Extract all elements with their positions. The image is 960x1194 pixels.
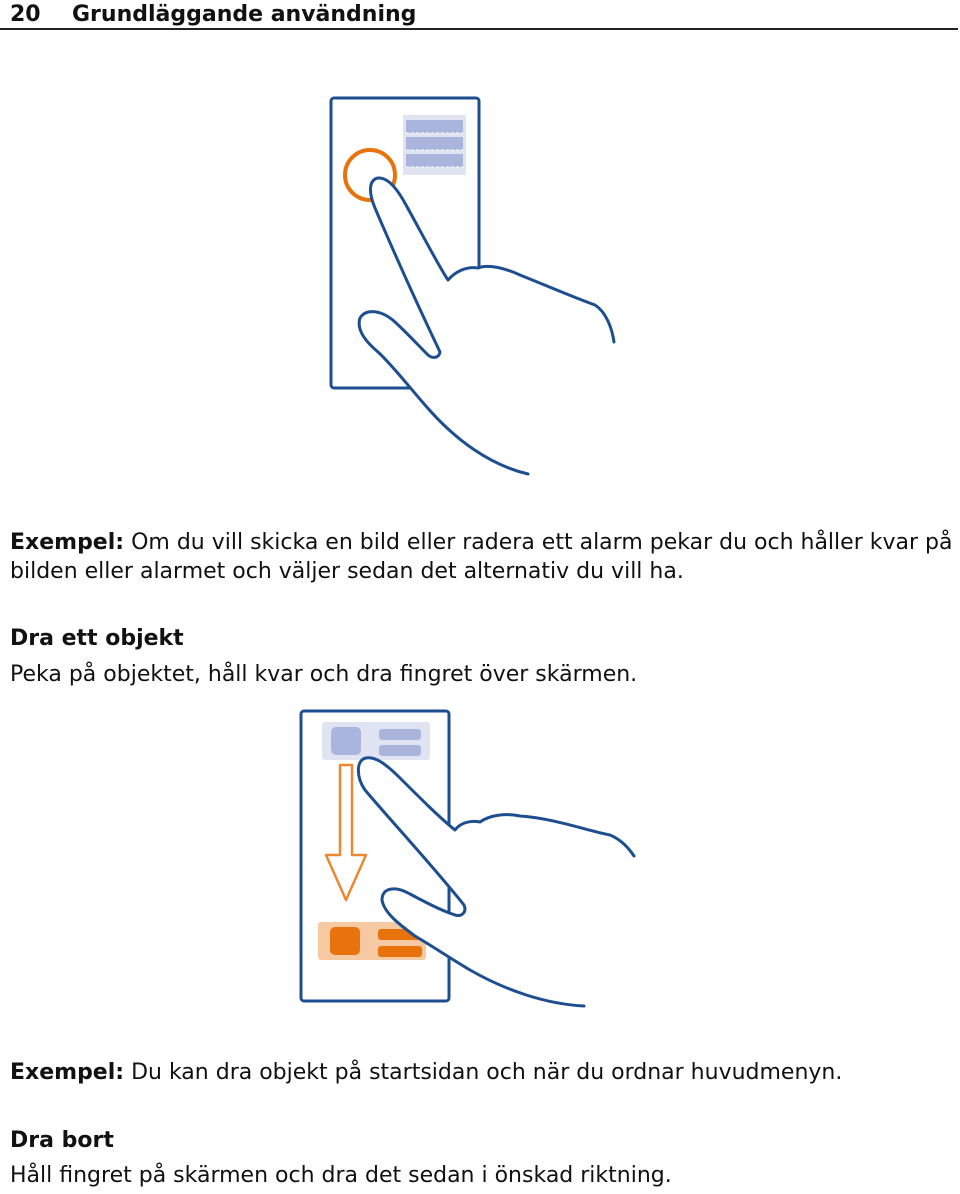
- example1-line2: bilden eller alarmet och väljer sedan det alternativ du vill ha.: [10, 559, 684, 584]
- example2-paragraph: [10, 1058, 842, 1087]
- swipe-heading: Dra bort: [10, 1128, 114, 1153]
- list-widget: [403, 115, 466, 175]
- chapter-title: Grundläggande användning: [72, 2, 417, 27]
- drag-text: Peka på objektet, håll kvar och dra fingret över skärmen.: [10, 662, 638, 687]
- example1-paragraph: [10, 528, 952, 586]
- tap-hold-illustration: [0, 0, 960, 500]
- example2-label: Exempel:: [10, 1060, 125, 1085]
- example2-text: Du kan dra objekt på startsidan och när du ordnar huvudmenyn.: [131, 1060, 843, 1085]
- source-item: [322, 722, 430, 760]
- page-number: 20: [10, 2, 41, 27]
- example1-line1: Om du vill skicka en bild eller radera ett alarm pekar du och håller kvar på: [131, 530, 953, 555]
- drag-heading: Dra ett objekt: [10, 626, 184, 651]
- example1-label: Exempel:: [10, 530, 125, 555]
- drag-illustration: [0, 700, 960, 1020]
- swipe-text: Håll fingret på skärmen och dra det sedan i önskad riktning.: [10, 1163, 672, 1188]
- hand-outline: [359, 178, 614, 474]
